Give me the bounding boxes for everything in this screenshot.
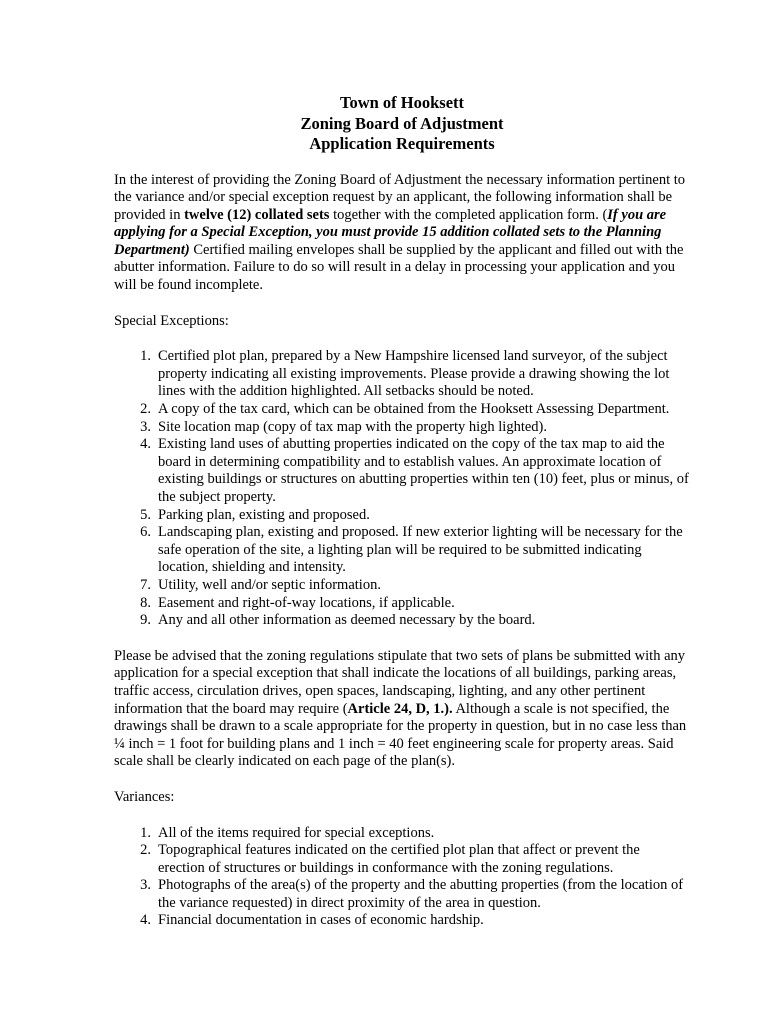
variances-list: [114, 825, 690, 931]
list-item: 4. Existing land uses of abutting properties indicated on the copy of the tax map to aid the board in determining compatibility and to establish values. An approximate location of existing buildings or structures on abutting properties within ten (10) feet, plus or minus, of the subject property.: [140, 436, 689, 505]
title-board: Zoning Board of Adjustment: [300, 113, 504, 133]
variances-heading: Variances:: [114, 788, 175, 805]
special-exception-note: If you are applying for a Special Exception, you must provide 15 addition collated sets to the Planning Department): [114, 206, 667, 258]
document-title: [114, 93, 690, 155]
title-town: Town of Hooksett: [339, 93, 465, 112]
list-item: 9. Any and all other information as deemed necessary by the board.: [140, 612, 536, 629]
special-exceptions-list: [114, 348, 690, 630]
list-item: 5. Parking plan, existing and proposed.: [140, 506, 370, 523]
list-item: 7. Utility, well and/or septic information.: [140, 576, 381, 593]
list-item: 2. A copy of the tax card, which can be obtained from the Hooksett Assessing Department.: [140, 401, 670, 418]
list-item: 3. Photographs of the area(s) of the property and the abutting properties (from the location of the variance requested) in direct proximity of the area in question.: [140, 877, 684, 911]
special-exceptions-heading: Special Exceptions:: [114, 312, 229, 329]
article-reference: Article 24, D, 1.).: [347, 700, 453, 717]
sets-count: twelve (12) collated sets: [184, 206, 330, 223]
list-item: 8. Easement and right-of-way locations, if applicable.: [140, 594, 455, 611]
list-item: 6. Landscaping plan, existing and proposed. If new exterior lighting will be necessary for the safe operation of the site, a lighting plan will be required to be submitted indicating location, shielding and intensity.: [140, 524, 683, 576]
title-requirements: Application Requirements: [309, 134, 495, 153]
list-item: 1. All of the items required for special exceptions.: [140, 824, 435, 841]
list-item: 4. Financial documentation in cases of economic hardship.: [140, 912, 484, 929]
list-item: 2. Topographical features indicated on the certified plot plan that affect or prevent the erection of structures or buildings in conformance with the zoning regulations.: [140, 842, 640, 876]
list-item: 1. Certified plot plan, prepared by a New Hampshire licensed land surveyor, of the subject property indicating all existing improvements. Please provide a drawing showing the lot lines with the addition highlighted. All setbacks should be noted.: [140, 348, 670, 400]
list-item: 3. Site location map (copy of tax map with the property high lighted).: [140, 418, 547, 435]
advisory-paragraph: Please be advised that the zoning regulations stipulate that two sets of plans be submitted with any application for a special exception that shall indicate the locations of all buildings, parking areas, traffic access, circulation drives, open spaces, landscaping, lighting, and any other pertinent information that the board may require (Article 24, D, 1.). Although a scale is not specified, the drawings shall be drawn to a scale appropriate for the property in question, but in no case less than ¼ inch = 1 foot for building plans and 1 inch = 40 feet engineering scale for property areas. Said scale shall be clearly indicated on each page of the plan(s).: [114, 647, 687, 770]
intro-paragraph: In the interest of providing the Zoning Board of Adjustment the necessary information pertinent to the variance and/or special exception request by an applicant, the following information shall be provided in twelve (12) collated sets together with the completed application form. (If you are applying for a Special Exception, you must provide 15 addition collated sets to the Planning Department) Certified mailing envelopes shall be supplied by the applicant and filled out with the abutter information. Failure to do so will result in a delay in processing your application and you will be found incomplete.: [114, 171, 686, 294]
